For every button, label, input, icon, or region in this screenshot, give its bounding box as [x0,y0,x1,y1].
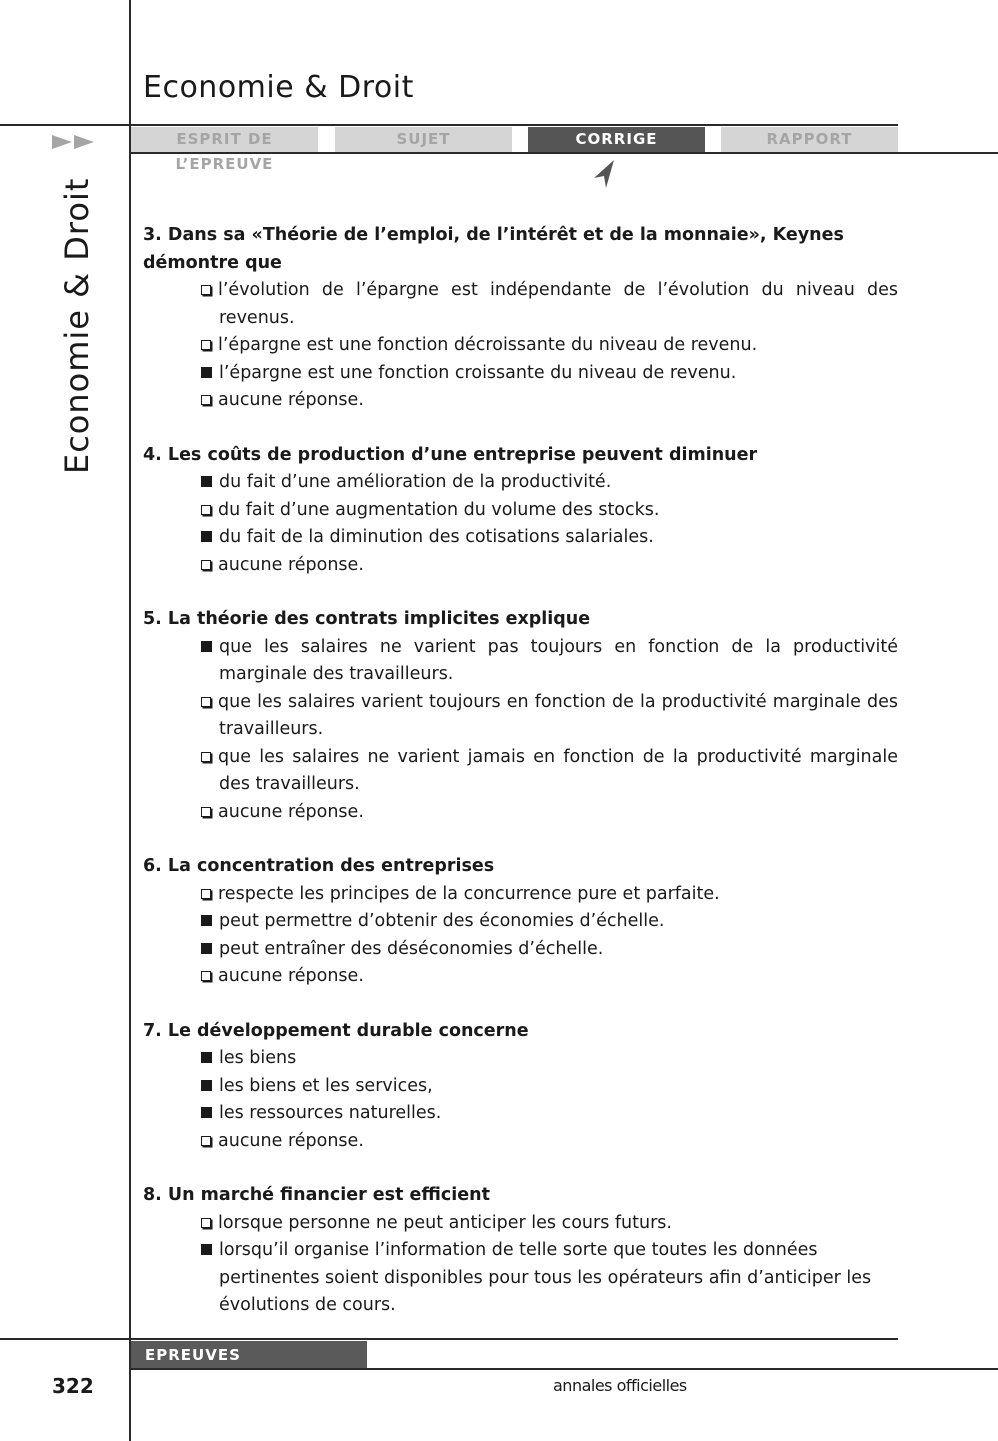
question-title: 6. La concentration des entreprises [143,856,495,876]
question-5 [143,606,898,826]
question-3 [143,222,898,415]
answer-option: les ressources naturelles. [143,1100,898,1128]
question-title: 5. La théorie des contrats implicites explique [143,609,591,629]
answer-option: que les salaires varient toujours en fonction de la productivité marginale des travailleurs. [143,689,898,744]
question-7 [143,1018,898,1156]
publisher-brand: annales officielles [553,1376,687,1395]
forward-arrows-icon [52,134,96,153]
footer-section-label: EPREUVES SPECIFIQUES [131,1341,367,1368]
answer-option: aucune réponse. [143,552,898,580]
question-title: 3. Dans sa «Théorie de l’emploi, de l’intérêt et de la monnaie», Keynes démontre que [143,225,844,273]
answer-option: lorsque personne ne peut anticiper les cours futurs. [143,1210,898,1238]
answer-option: lorsqu’il organise l’information de telle sorte que toutes les données pertinentes soient disponibles pour tous les opérateurs afin d’anticiper les évolutions de cours. [143,1237,898,1320]
unchecked-box-icon [201,697,211,707]
checked-box-icon [201,476,212,487]
checked-box-icon [201,1107,212,1118]
unchecked-box-icon [201,285,211,295]
question-title: 8. Un marché financier est efficient [143,1185,491,1205]
tab-sujet[interactable]: SUJET [335,127,512,152]
checked-box-icon [201,943,212,954]
vertical-rule [129,0,131,1441]
page-title: Economie & Droit [143,70,414,105]
unchecked-box-icon [201,505,211,515]
questions-list [143,222,898,1347]
checked-box-icon [201,1244,212,1255]
unchecked-box-icon [201,807,211,817]
page-number: 322 [52,1374,94,1398]
answer-option: aucune réponse. [143,387,898,415]
question-title: 7. Le développement durable concerne [143,1020,529,1041]
header-rule-tabs [131,124,898,126]
question-title: 4. Les coûts de production d’une entreprise peuvent diminuer [143,444,758,465]
cursor-arrow-icon [592,160,618,194]
unchecked-box-icon [201,971,211,981]
unchecked-box-icon [201,889,211,899]
answer-option: du fait de la diminution des cotisations salariales. [143,524,898,552]
unchecked-box-icon [201,1136,211,1146]
checked-box-icon [201,1052,212,1063]
answer-option: aucune réponse. [143,799,898,827]
unchecked-box-icon [201,1218,211,1228]
answer-option: l’épargne est une fonction décroissante du niveau de revenu. [143,332,898,360]
checked-box-icon [201,367,212,378]
unchecked-box-icon [201,752,211,762]
answer-option: l’épargne est une fonction croissante du niveau de revenu. [143,360,898,388]
section-tabs [131,127,898,173]
answer-option: peut entraîner des déséconomies d’échelle. [143,936,898,964]
answer-option: aucune réponse. [143,1128,898,1156]
question-8 [143,1182,898,1320]
header-rule-left [0,124,131,126]
checked-box-icon [201,1080,212,1091]
answer-option: respecte les principes de la concurrence pure et parfaite. [143,881,898,909]
side-title: Economie & Droit [58,177,96,474]
question-4 [143,442,898,580]
answer-option: les biens [143,1045,898,1073]
answer-option: peut permettre d’obtenir des économies d’échelle. [143,908,898,936]
answer-option: les biens et les services, [143,1073,898,1101]
answer-option: du fait d’une amélioration de la productivité. [143,469,898,497]
unchecked-box-icon [201,340,211,350]
answer-option: que les salaires ne varient pas toujours en fonction de la productivité marginale des travailleurs. [143,634,898,689]
checked-box-icon [201,531,212,542]
answer-option: l’évolution de l’épargne est indépendante de l’évolution du niveau des revenus. [143,277,898,332]
tab-rapport[interactable]: RAPPORT [721,127,898,152]
question-6 [143,853,898,991]
tab-corrige[interactable]: CORRIGE [528,127,705,152]
checked-box-icon [201,915,212,926]
unchecked-box-icon [201,560,211,570]
answer-option: que les salaires ne varient jamais en fonction de la productivité marginale des travailleurs. [143,744,898,799]
checked-box-icon [201,641,212,652]
answer-option: aucune réponse. [143,963,898,991]
answer-option: du fait d’une augmentation du volume des stocks. [143,497,898,525]
tab-esprit-epreuve[interactable]: ESPRIT DE L’EPREUVE [131,127,318,152]
unchecked-box-icon [201,395,211,405]
